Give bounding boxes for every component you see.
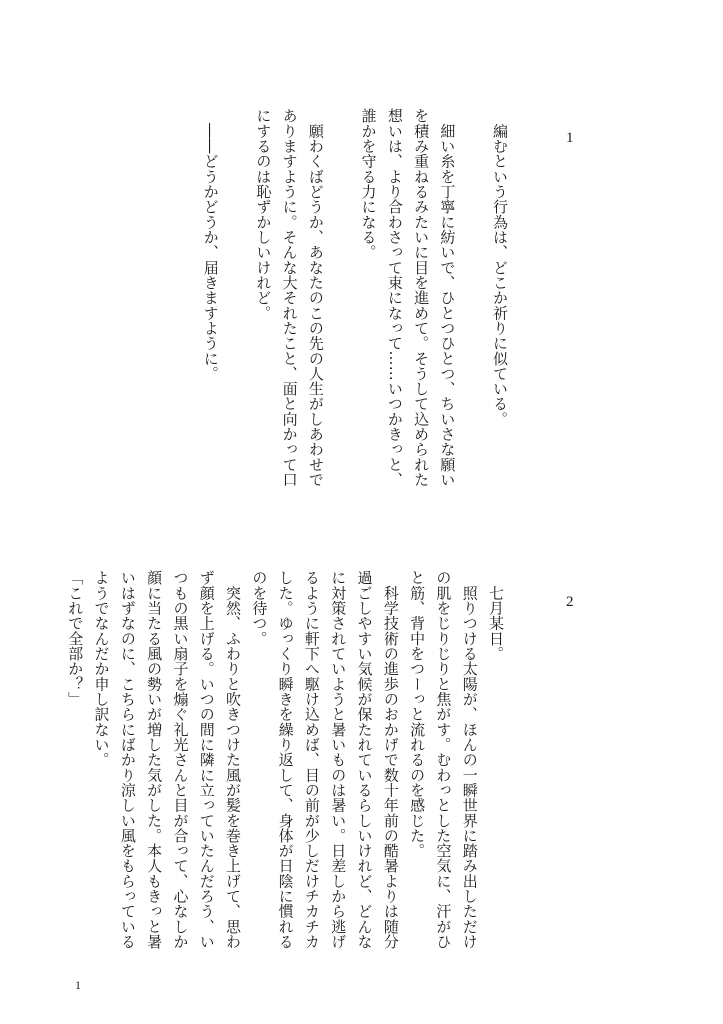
text-line: 過ごしやすい気候が保たれているらしいけれど、どんな (355, 570, 374, 949)
text-line: ありますように。そんな大それたこと、面と向かって口 (280, 108, 299, 487)
text-line: 編むという行為は、どこか祈りに似ている。 (491, 108, 509, 427)
text-line: ――どうかどうか、届きますように。 (201, 108, 220, 381)
text-line: 科学技術の進歩のおかげで数十年前の酷暑よりは随分 (381, 570, 400, 949)
text-line: いはずなのに、こちらにばかり涼しい風をもらっている (118, 570, 137, 949)
section-1-body (197, 108, 513, 508)
text-line: 「これで全部か？」 (66, 570, 85, 707)
text-line: のを待つ。 (250, 570, 269, 646)
text-line: ようでなんだか申し訳ない。 (92, 570, 111, 768)
text-line: 突然、ふわりと吹きつけた風が髪を巻き上げて、思わ (224, 570, 243, 949)
section-2-number: 2 (566, 594, 574, 610)
text-line: 願わくばどうか、あなたのこの先の人生がしあわせで (306, 108, 325, 487)
text-line: した。ゆっくり瞬きを繰り返して、身体が日陰に慣れる (276, 570, 295, 949)
text-line: 細い糸を丁寧に紡いで、ひとつひとつ、ちいさな願い (438, 108, 457, 487)
text-line: 照りつける太陽が、ほんの一瞬世界に踏み出しただけ (460, 570, 479, 949)
text-line: に対策されていようと暑いものは暑い。日差しから逃げ (329, 570, 348, 949)
text-line: の肌をじりじりと焦がす。むわっとした空気に、汗がひ (434, 570, 453, 949)
text-line: 顔に当たる風の勢いが増した気がした。本人もきっと暑 (145, 570, 164, 949)
text-line: 想いは、より合わさって束になって……いつかきっと、 (385, 108, 404, 487)
paragraph-gap (460, 108, 486, 508)
page-number: 1 (75, 978, 81, 992)
section-1-number: 1 (566, 130, 574, 146)
section-2-body (62, 570, 509, 970)
text-line: 七月某日。 (487, 570, 505, 661)
paragraph-gap (224, 108, 250, 508)
text-line: と筋、背中をつーっと流れるのを感じた。 (408, 570, 427, 859)
text-line: ず顔を上げる。いつの間に隣に立っていたんだろう、い (197, 570, 216, 949)
text-line: つもの黒い扇子を煽ぐ礼光さんと目が合って、心なしか (171, 570, 190, 949)
text-line: を積み重ねるみたいに目を進めて。そうして込められた (412, 108, 431, 487)
paragraph-gap (329, 108, 355, 508)
text-line: にするのは恥ずかしいけれど。 (254, 108, 273, 321)
text-line: るように軒下へ駆け込めば、目の前が少しだけチカチカ (302, 570, 321, 949)
text-line: 誰かを守る力になる。 (359, 108, 378, 260)
